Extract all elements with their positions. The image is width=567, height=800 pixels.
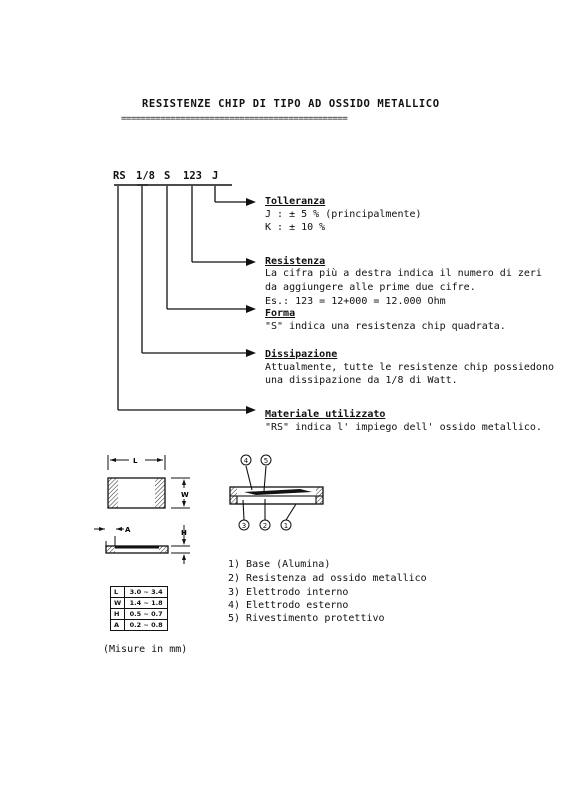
heading-dissipazione: Dissipazione [265, 349, 338, 360]
callout-2: 2 [262, 522, 268, 530]
table-row [111, 620, 168, 631]
label-l: L [133, 457, 138, 465]
label-h: H [181, 529, 187, 537]
title-underline: ============================================== [121, 114, 348, 124]
dissipazione-line-1: Attualmente, tutte le resistenze chip possiedono [265, 362, 554, 373]
heading-tolleranza: Tolleranza [265, 196, 326, 207]
page-title: RESISTENZE CHIP DI TIPO AD OSSIDO METALLICO [142, 98, 440, 110]
dim-key: A [111, 620, 125, 631]
resistenza-line-1: La cifra più a destra indica il numero di zeri [265, 268, 542, 279]
heading-materiale: Materiale utilizzato [265, 409, 386, 420]
callout-5: 5 [263, 457, 269, 465]
dimensions-table [110, 586, 168, 631]
part-1: 1) Base (Alumina) [228, 559, 331, 570]
code-shape: S [164, 170, 171, 182]
callout-1: 1 [283, 522, 289, 530]
forma-line-1: "S" indica una resistenza chip quadrata. [265, 321, 506, 332]
dim-range: 1.4 ~ 1.8 [125, 598, 168, 609]
label-w: W [181, 491, 189, 499]
table-row [111, 598, 168, 609]
table-row [111, 609, 168, 620]
code-tol: J [212, 170, 219, 182]
heading-forma: Forma [265, 308, 296, 319]
resistenza-line-2: da aggiungere alle prime due cifre. [265, 282, 476, 293]
code-rs: RS [113, 170, 126, 182]
code-size: 1/8 [136, 170, 155, 182]
dim-range: 3.0 ~ 3.4 [125, 587, 168, 598]
part-5: 5) Rivestimento protettivo [228, 613, 385, 624]
dim-key: W [111, 598, 125, 609]
callout-4: 4 [243, 457, 249, 465]
part-4: 4) Elettrodo esterno [228, 600, 349, 611]
resistenza-line-3: Es.: 123 = 12+000 = 12.000 Ohm [265, 296, 446, 307]
dim-range: 0.2 ~ 0.8 [125, 620, 168, 631]
tolleranza-line-2: K : ± 10 % [265, 222, 326, 233]
part-2: 2) Resistenza ad ossido metallico [228, 573, 427, 584]
heading-resistenza: Resistenza [265, 256, 326, 267]
dim-key: L [111, 587, 125, 598]
code-value: 123 [183, 170, 202, 182]
dim-range: 0.5 ~ 0.7 [125, 609, 168, 620]
callout-3: 3 [241, 522, 247, 530]
dim-key: H [111, 609, 125, 620]
label-a: A [125, 526, 131, 534]
materiale-line-1: "RS" indica l' impiego dell' ossido metallico. [265, 422, 542, 433]
tolleranza-line-1: J : ± 5 % (principalmente) [265, 209, 422, 220]
dissipazione-line-2: una dissipazione da 1/8 di Watt. [265, 375, 458, 386]
units-note: (Misure in mm) [103, 644, 188, 655]
table-row [111, 587, 168, 598]
part-3: 3) Elettrodo interno [228, 587, 349, 598]
